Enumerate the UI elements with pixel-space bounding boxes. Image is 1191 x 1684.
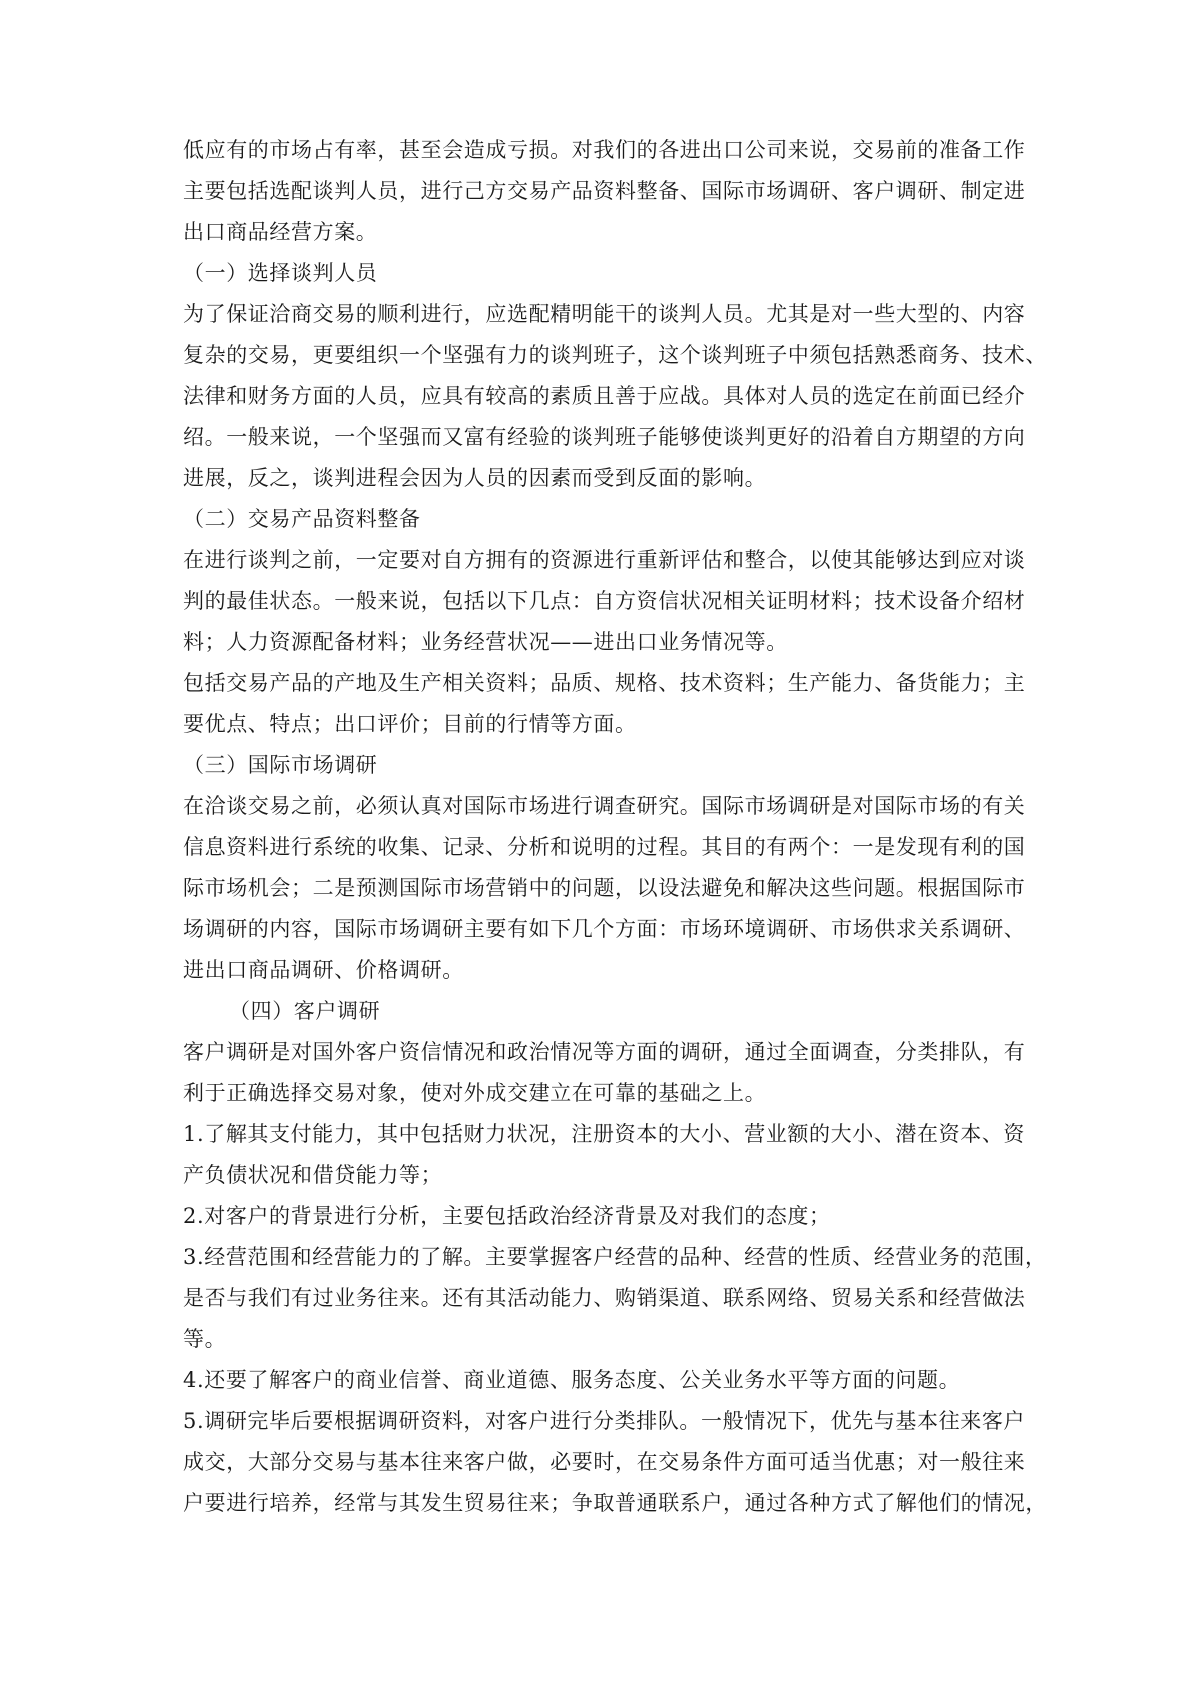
text-line: 3.经营范围和经营能力的了解。主要掌握客户经营的品种、经营的性质、经营业务的范围， <box>183 1245 1047 1269</box>
text-line: 在进行谈判之前，一定要对自方拥有的资源进行重新评估和整合，以使其能够达到应对谈 <box>183 548 1026 572</box>
text-line: 场调研的内容，国际市场调研主要有如下几个方面：市场环境调研、市场供求关系调研、 <box>183 917 1026 941</box>
text-line: 法律和财务方面的人员，应具有较高的素质且善于应战。具体对人员的选定在前面已经介 <box>183 384 1026 408</box>
text-line: 际市场机会；二是预测国际市场营销中的问题，以设法避免和解决这些问题。根据国际市 <box>183 876 1026 900</box>
text-line: （二）交易产品资料整备 <box>183 507 421 531</box>
text-line: 利于正确选择交易对象，使对外成交建立在可靠的基础之上。 <box>183 1081 767 1105</box>
text-line: 进出口商品调研、价格调研。 <box>183 958 464 982</box>
text-line: 出口商品经营方案。 <box>183 220 378 244</box>
text-line: 要优点、特点；出口评价；目前的行情等方面。 <box>183 712 637 736</box>
text-line: 户要进行培养，经常与其发生贸易往来；争取普通联系户，通过各种方式了解他们的情况， <box>183 1491 1047 1515</box>
text-line: 1.了解其支付能力，其中包括财力状况，注册资本的大小、营业额的大小、潜在资本、资 <box>183 1122 1026 1146</box>
text-line: 复杂的交易，更要组织一个坚强有力的谈判班子，这个谈判班子中须包括熟悉商务、技术、 <box>183 343 1047 367</box>
text-line: （一）选择谈判人员 <box>183 261 378 285</box>
text-line: 料；人力资源配备材料；业务经营状况——进出口业务情况等。 <box>183 630 788 654</box>
text-line: 4.还要了解客户的商业信誉、商业道德、服务态度、公关业务水平等方面的问题。 <box>183 1368 961 1392</box>
text-line: 信息资料进行系统的收集、记录、分析和说明的过程。其目的有两个：一是发现有利的国 <box>183 835 1026 859</box>
text-line: 为了保证洽商交易的顺利进行，应选配精明能干的谈判人员。尤其是对一些大型的、内容 <box>183 302 1026 326</box>
text-line: 2.对客户的背景进行分析，主要包括政治经济背景及对我们的态度； <box>183 1204 831 1228</box>
text-line: 低应有的市场占有率，甚至会造成亏损。对我们的各进出口公司来说，交易前的准备工作 <box>183 138 1026 162</box>
text-line: 客户调研是对国外客户资信情况和政治情况等方面的调研，通过全面调查，分类排队，有 <box>183 1040 1026 1064</box>
text-line: 等。 <box>183 1327 227 1351</box>
text-line: 5.调研完毕后要根据调研资料，对客户进行分类排队。一般情况下，优先与基本往来客户 <box>183 1409 1026 1433</box>
text-line: 判的最佳状态。一般来说，包括以下几点：自方资信状况相关证明材料；技术设备介绍材 <box>183 589 1026 613</box>
text-line: 包括交易产品的产地及生产相关资料；品质、规格、技术资料；生产能力、备货能力；主 <box>183 671 1026 695</box>
text-line: 产负债状况和借贷能力等； <box>183 1163 443 1187</box>
text-line: 是否与我们有过业务往来。还有其活动能力、购销渠道、联系网络、贸易关系和经营做法 <box>183 1286 1026 1310</box>
text-line: （三）国际市场调研 <box>183 753 378 777</box>
text-line: 主要包括选配谈判人员，进行己方交易产品资料整备、国际市场调研、客户调研、制定进 <box>183 179 1026 203</box>
text-line: 进展，反之，谈判进程会因为人员的因素而受到反面的影响。 <box>183 466 767 490</box>
text-line: 在洽谈交易之前，必须认真对国际市场进行调查研究。国际市场调研是对国际市场的有关 <box>183 794 1026 818</box>
text-line: 成交，大部分交易与基本往来客户做，必要时，在交易条件方面可适当优惠；对一般往来 <box>183 1450 1026 1474</box>
text-line: （四）客户调研 <box>229 999 381 1023</box>
document-body <box>183 130 1047 1524</box>
text-line: 绍。一般来说，一个坚强而又富有经验的谈判班子能够使谈判更好的沿着自方期望的方向 <box>183 425 1026 449</box>
